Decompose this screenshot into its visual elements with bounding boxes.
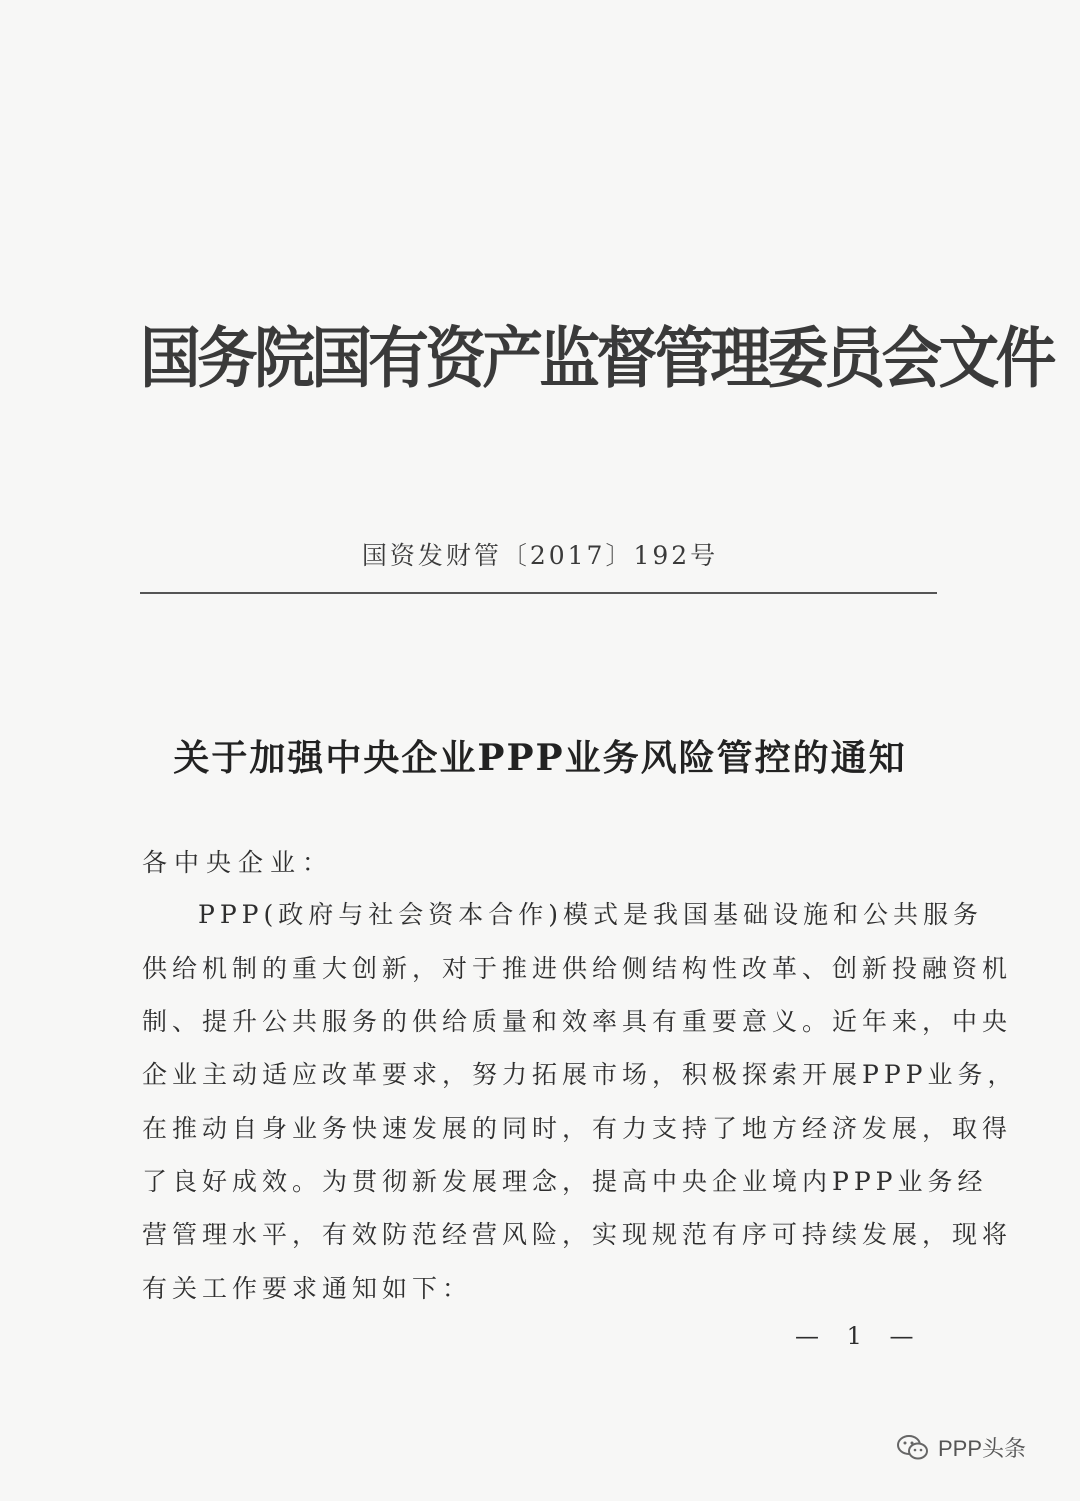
document-number: 国资发财管〔2017〕192号 — [361, 541, 719, 570]
body-line: 营管理水平，有效防范经营风险，实现规范有序可持续发展，现将 — [142, 1220, 1013, 1249]
page-number: — 1 — — [795, 1322, 924, 1350]
salutation: 各中央企业： — [142, 848, 335, 877]
body-line: PPP(政府与社会资本合作)模式是我国基础设施和公共服务 — [198, 900, 983, 929]
body-line: 在推动自身业务快速发展的同时，有力支持了地方经济发展，取得 — [142, 1114, 1013, 1143]
body-line: 企业主动适应改革要求，努力拓展市场，积极探索开展PPP业务， — [142, 1060, 1018, 1089]
body-line: 供给机制的重大创新，对于推进供给侧结构性改革、创新投融资机 — [142, 954, 1013, 983]
notice-title: 关于加强中央企业PPP业务风险管控的通知 — [173, 737, 907, 779]
watermark — [896, 1432, 1026, 1463]
issuing-authority-header: 国务院国有资产监督管理委员会文件 — [140, 319, 1053, 397]
body-line: 了良好成效。为贯彻新发展理念，提高中央企业境内PPP业务经 — [142, 1167, 988, 1196]
watermark-text: PPP头条 — [938, 1436, 1027, 1461]
body-line: 有关工作要求通知如下： — [142, 1274, 473, 1303]
body-line: 制、提升公共服务的供给质量和效率具有重要意义。近年来，中央 — [142, 1007, 1013, 1036]
wechat-icon — [896, 1433, 930, 1463]
header-divider — [140, 592, 937, 594]
